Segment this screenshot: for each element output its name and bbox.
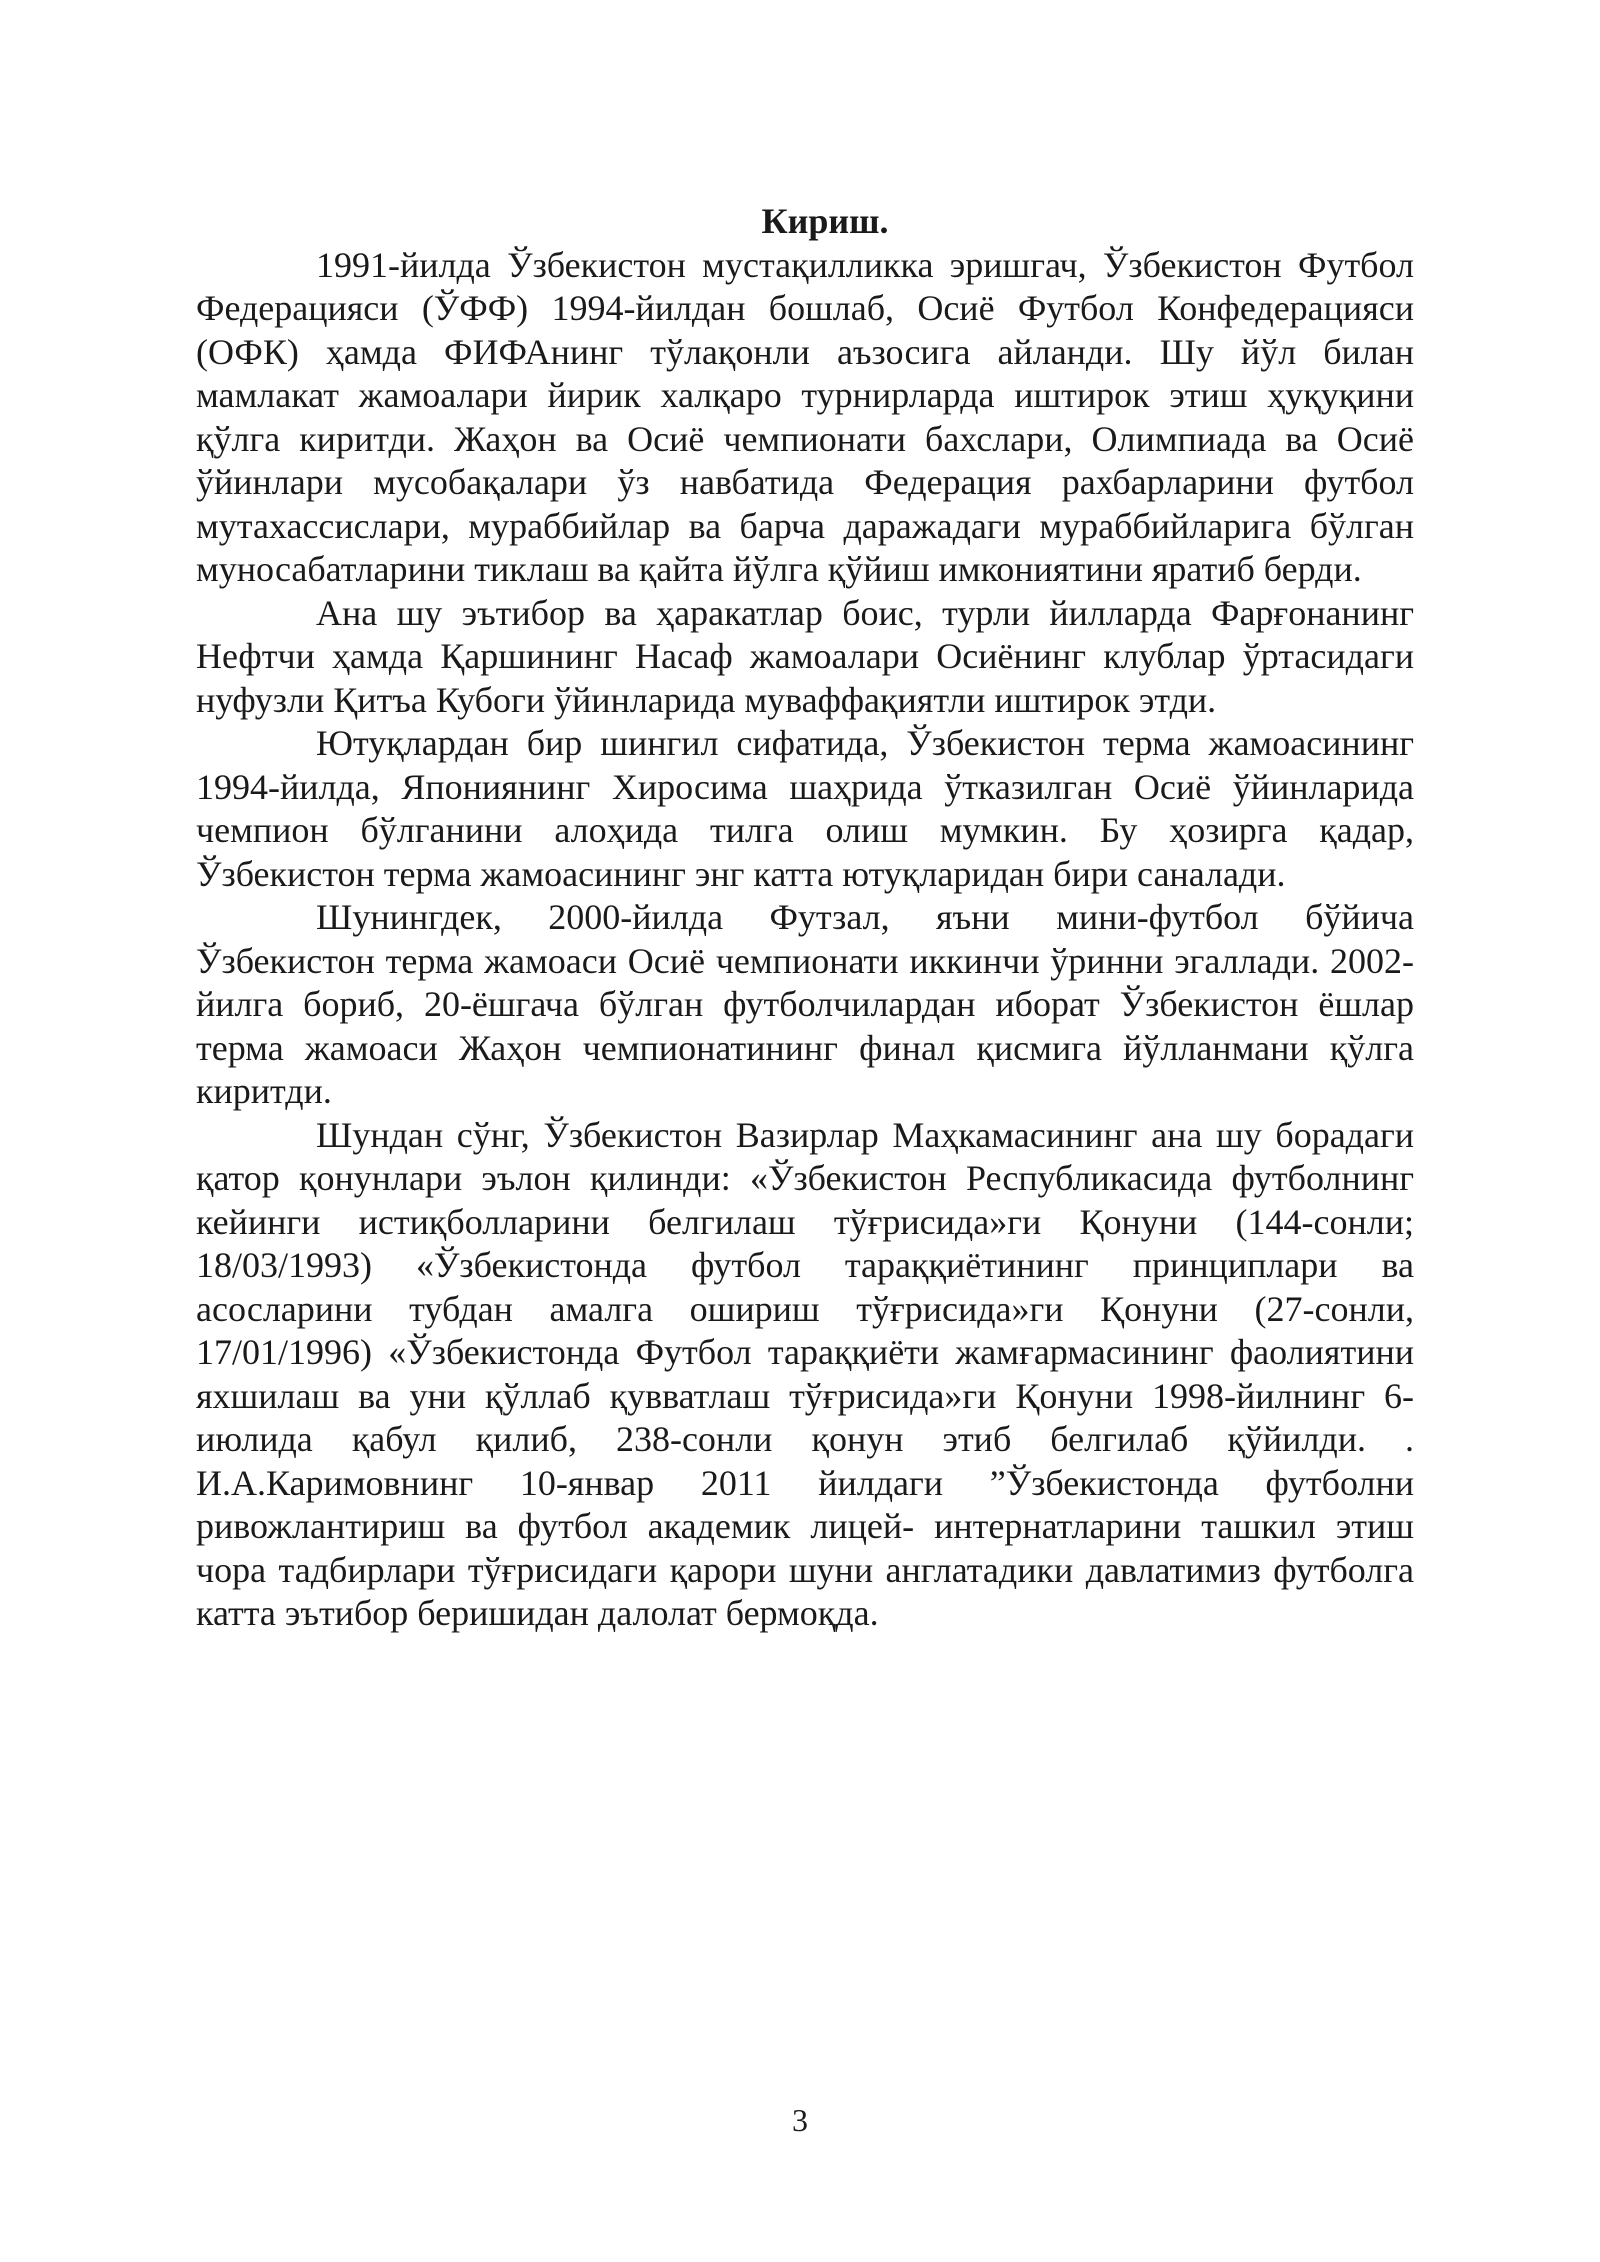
paragraph-futsal: Шунингдек, 2000-йилда Футзал, яъни мини-футбол бўйича Ўзбекистон терма жамоаси Осиё чемпионати иккинчи ўринни эгаллади. 2002-йилга бориб, 20-ёшгача бўлган футболчилардан иборат Ўзбекистон ёшлар терма жамоаси Жаҳон чемпионатининг финал қисмига йўлланмани қўлга киритди.	[196, 897, 1414, 1111]
paragraph-clubs: Ана шу эътибор ва ҳаракатлар боис, турли йилларда Фарғонанинг Нефтчи ҳамда Қаршининг Насаф жамоалари Осиёнинг клублар ўртасидаги нуфузли Қитъа Кубоги ўйинларида муваффақиятли иштирок этди.	[196, 592, 1414, 720]
paragraph-achievements: Ютуқлардан бир шингил сифатида, Ўзбекистон терма жамоасининг 1994-йилда, Япониянинг Хиросима шаҳрида ўтказилган Осиё ўйинларида чемпион бўлганини алоҳида тилга олиш мумкин. Бу ҳозирга қадар, Ўзбекистон терма жамоасининг энг катта ютуқларидан бири саналади.	[196, 723, 1414, 894]
page-number: 3	[792, 2102, 808, 2138]
paragraph-independence: 1991-йилда Ўзбекистон мустақилликка эришгач, Ўзбекистон Футбол Федерацияси (ЎФФ) 1994-йилдан бошлаб, Осиё Футбол Конфедерацияси (ОФК) ҳамда ФИФАнинг тўлақонли аъзосига айланди. Шу йўл билан мамлакат жамоалари йирик халқаро турнирларда иштирок этиш ҳуқуқини қўлга киритди. Жаҳон ва Осиё чемпионати бахслари, Олимпиада ва Осиё ўйинлари мусобақалари ўз навбатида Федерация рахбарларини футбол мутахассислари, мураббийлар ва барча даражадаги мураббийларига бўлган муносабатларини тиклаш ва қайта йўлга қўйиш имкониятини яратиб берди.	[196, 244, 1414, 589]
paragraph-laws: Шундан сўнг, Ўзбекистон Вазирлар Маҳкамасининг ана шу борадаги қатор қонунлари эълон қилинди: «Ўзбекистон Республикасида футболнинг кейинги истиқболларини белгилаш тўғрисида»ги Қонуни (144-сонли; 18/03/1993) «Ўзбекистонда футбол тараққиётининг принциплари ва асосларини тубдан амалга ошириш тўғрисида»ги Қонуни (27-сонли, 17/01/1996) «Ўзбекистонда Футбол тараққиёти жамғармасининг фаолиятини яхшилаш ва уни қўллаб қувватлаш тўғрисида»ги Қонуни 1998-йилнинг 6-июлида қабул қилиб, 238-сонли қонун этиб белгилаб қўйилди. . И.А.Каримовнинг 10-январ 2011 йилдаги ”Ўзбекистонда футболни ривожлантириш ва футбол академик лицей- интернатларини ташкил этиш чора тадбирлари тўғрисидаги қарори шуни англатадики давлатимиз футболга катта эътибор беришидан далолат бермоқда.	[196, 1114, 1414, 1633]
document-body	[196, 200, 1414, 1636]
section-heading: Кириш.	[761, 201, 889, 241]
